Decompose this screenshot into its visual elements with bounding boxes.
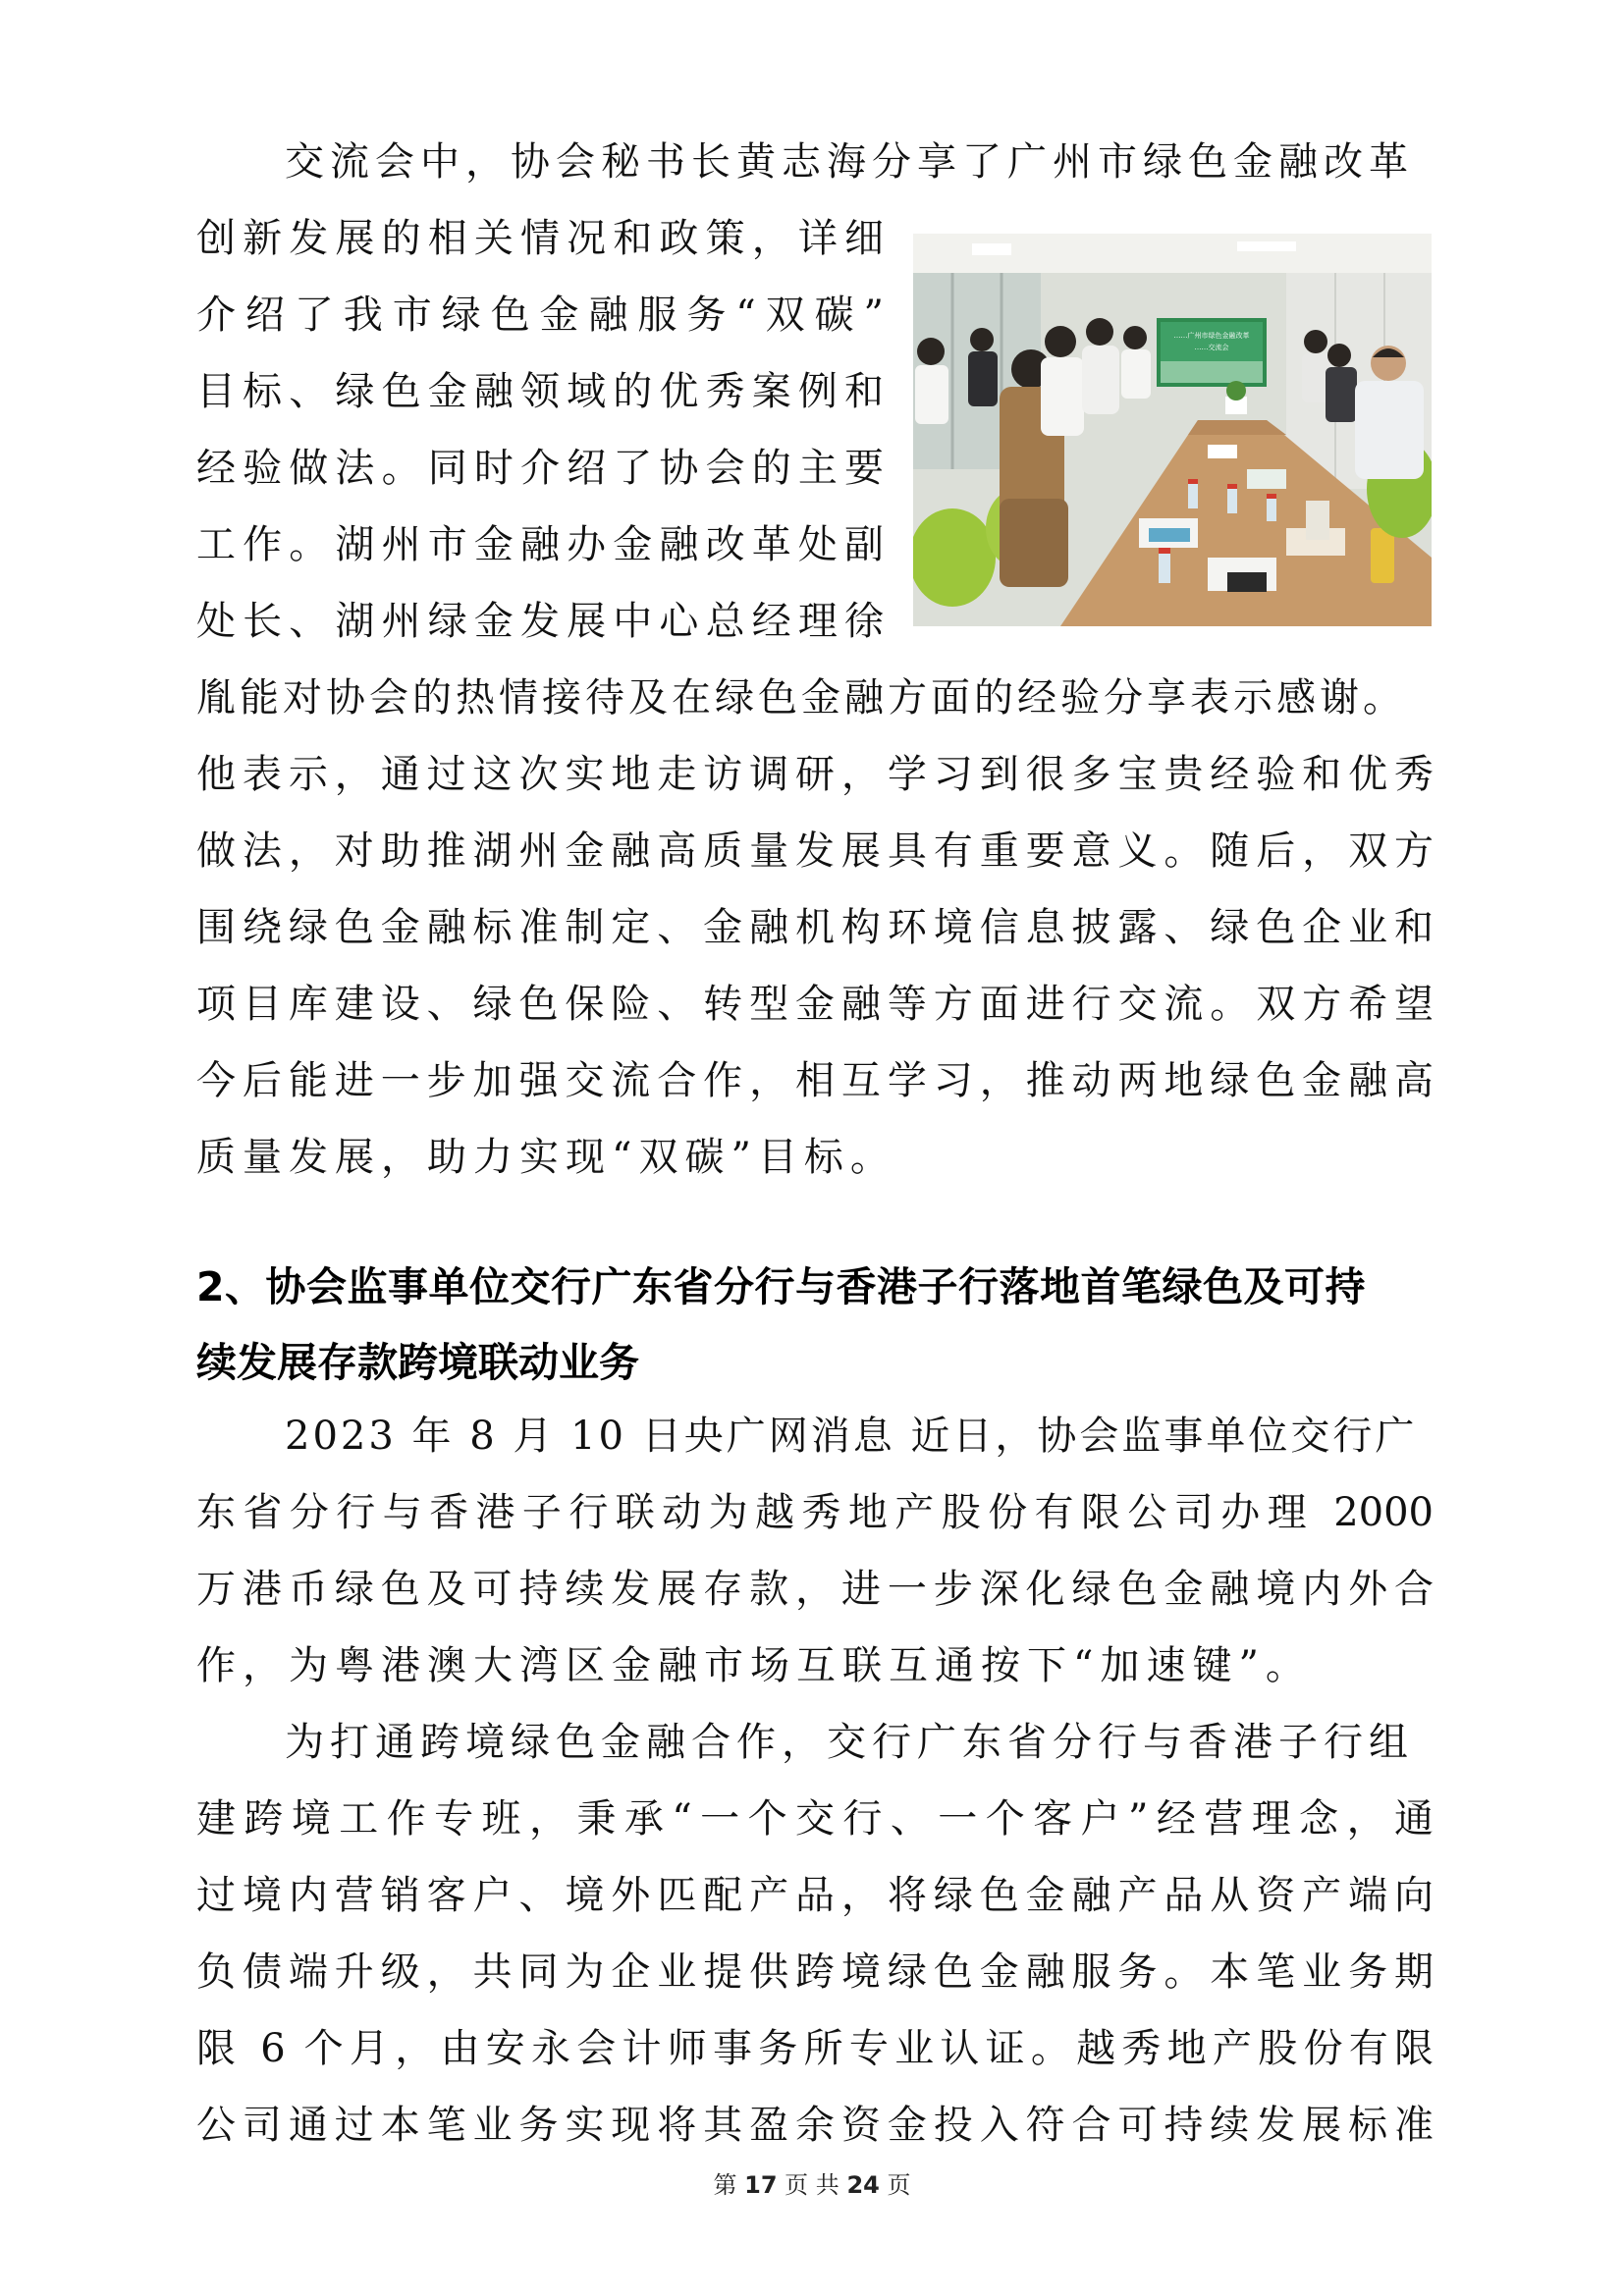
paragraph-line: 负债端升级，共同为企业提供跨境绿色金融服务。本笔业务期	[196, 1949, 1434, 1995]
paragraph-line: 围绕绿色金融标准制定、金融机构环境信息披露、绿色企业和	[196, 905, 1434, 950]
page-footer	[0, 2165, 1624, 2200]
screen-title: ……广州市绿色金融改革	[1173, 332, 1250, 340]
paragraph-line: 介绍了我市绿色金融服务“双碳”	[196, 293, 884, 338]
paragraph-line: 交流会中，协会秘书长黄志海分享了广州市绿色金融改革	[285, 139, 1414, 185]
footer-prefix: 第	[713, 2171, 737, 2199]
paragraph-line: 处长、湖州绿金发展中心总经理徐	[196, 599, 884, 644]
paragraph-line: 创新发展的相关情况和政策，详细	[196, 216, 884, 261]
paragraph-line: 做法，对助推湖州金融高质量发展具有重要意义。随后，双方	[196, 828, 1434, 874]
paragraph-line: 质量发展，助力实现“双碳”目标。	[196, 1135, 896, 1180]
paragraph-line: 他表示，通过这次实地走访调研，学习到很多宝贵经验和优秀	[196, 752, 1434, 797]
paragraph-line: 作，为粤港澳大湾区金融市场互联互通按下“加速键”。	[196, 1643, 1312, 1688]
total-pages-number: 24	[846, 2171, 880, 2199]
meeting-photo	[913, 234, 1432, 626]
paragraph-line: 过境内营销客户、境外匹配产品，将绿色金融产品从资产端向	[196, 1873, 1434, 1918]
paragraph-line: 2023 年 8 月 10 日央广网消息 近日，协会监事单位交行广	[285, 1414, 1418, 1459]
screen-subtitle: ……交流会	[1194, 344, 1229, 351]
paragraph-line: 工作。湖州市金融办金融改革处副	[196, 522, 884, 567]
paragraph-line: 经验做法。同时介绍了协会的主要	[196, 446, 884, 491]
paragraph-line: 胤能对协会的热情接待及在绿色金融方面的经验分享表示感谢。	[196, 675, 1406, 721]
paragraph-line: 为打通跨境绿色金融合作，交行广东省分行与香港子行组	[285, 1720, 1414, 1765]
paragraph-line: 项目库建设、绿色保险、转型金融等方面进行交流。双方希望	[196, 982, 1434, 1027]
current-page-number: 17	[744, 2171, 778, 2199]
paragraph-line: 目标、绿色金融领域的优秀案例和	[196, 369, 884, 414]
paragraph-line: 今后能进一步加强交流合作，相互学习，推动两地绿色金融高	[196, 1058, 1434, 1103]
section-heading: 续发展存款跨境联动业务	[196, 1339, 639, 1386]
paragraph-line: 限 6 个月，由安永会计师事务所专业认证。越秀地产股份有限	[196, 2026, 1434, 2071]
paragraph-line: 东省分行与香港子行联动为越秀地产股份有限公司办理 2000	[196, 1490, 1434, 1535]
paragraph-line: 万港币绿色及可持续发展存款，进一步深化绿色金融境内外合	[196, 1567, 1434, 1612]
footer-suffix: 页	[887, 2171, 911, 2199]
paragraph-line: 公司通过本笔业务实现将其盈余资金投入符合可持续发展标准	[196, 2103, 1434, 2148]
paragraph-line: 建跨境工作专班，秉承“一个交行、一个客户”经营理念，通	[196, 1796, 1434, 1842]
footer-middle: 页 共	[785, 2171, 839, 2199]
section-heading: 2、协会监事单位交行广东省分行与香港子行落地首笔绿色及可持	[196, 1263, 1367, 1310]
